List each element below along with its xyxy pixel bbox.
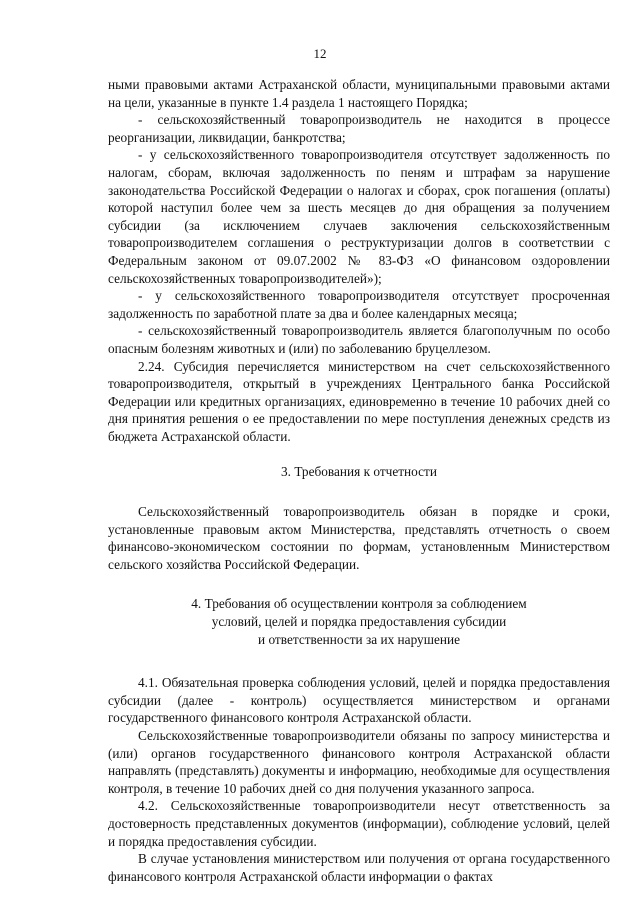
section-4-paragraph: В случае установления министерством или получения от органа государственного финансового контроля Астраханской области информации о фактах [108, 851, 610, 884]
section-4-title-line: и ответственности за их нарушение [258, 631, 460, 647]
section-4-title-line: 4. Требования об осуществлении контроля за соблюдением [191, 596, 527, 612]
section-3-paragraph: Сельскохозяйственный товаропроизводитель обязан в порядке и сроки, установленные правовым актом Министерства, представлять отчетность о своем финансово-экономическом состоянии по формам, установленным Министерством сельского хозяйства Российской Федерации. [108, 504, 610, 572]
paragraph-continuation: ными правовыми актами Астраханской области, муниципальными правовыми актами на цели, указанные в пункте 1.4 раздела 1 настоящего Порядка; [108, 77, 610, 110]
condition-item: - у сельскохозяйственного товаропроизводителя отсутствует просроченная задолженность по заработной плате за два и более календарных месяца; [108, 288, 610, 321]
clause-4-1: 4.1. Обязательная проверка соблюдения условий, целей и порядка предоставления субсидии (далее - контроль) осуществляется министерством и органами государственного финансового контроля Астраханской области. [108, 675, 610, 726]
section-4-heading [108, 595, 610, 648]
document-body [108, 76, 610, 885]
clause-2-24: 2.24. Субсидия перечисляется министерством на счет сельскохозяйственного товаропроизводителя, открытый в учреждениях Центрального банка Российской Федерации или кредитных организациях, единовременно в течение 10 рабочих дней со дня принятия решения о ее предоставлении по мере поступления денежных средств из бюджета Астраханской области. [108, 358, 610, 444]
condition-item: - у сельскохозяйственного товаропроизводителя отсутствует задолженность по налогам, сборам, включая задолженность по пеням и штрафам за нарушение законодательства Российской Федерации о налогах и сборах, срок погашения (оплаты) которой наступил более чем за шесть месяцев до дня обращения за получением субсидии (за исключением случаев заключения сельскохозяйственным товаропроизводителем соглашения о реструктуризации долгов в соответствии с Федеральным законом от 09.07.2002 № 83-ФЗ «О финансовом оздоровлении сельскохозяйственных товаропроизводителей»); [108, 147, 610, 286]
section-3-title: 3. Требования к отчетности [281, 464, 437, 480]
condition-item: - сельскохозяйственный товаропроизводитель является благополучным по особо опасным болезням животных и (или) по заболеванию бруцеллезом. [108, 323, 610, 356]
section-3-heading [108, 463, 610, 481]
section-4-paragraph: Сельскохозяйственные товаропроизводители обязаны по запросу министерства и (или) органов государственного финансового контроля Астраханской области направлять (представлять) документы и информацию, необходимые для осуществления контроля, в течение 10 рабочих дней со дня получения указанного запроса. [108, 728, 610, 796]
clause-4-2: 4.2. Сельскохозяйственные товаропроизводители несут ответственность за достоверность представленных документов (информации), соблюдение условий, целей и порядка предоставления субсидии. [108, 798, 610, 849]
condition-item: - сельскохозяйственный товаропроизводитель не находится в процессе реорганизации, ликвидации, банкротства; [108, 112, 610, 145]
section-4-title-line: условий, целей и порядка предоставления субсидии [211, 614, 507, 630]
page-number: 12 [313, 46, 327, 61]
